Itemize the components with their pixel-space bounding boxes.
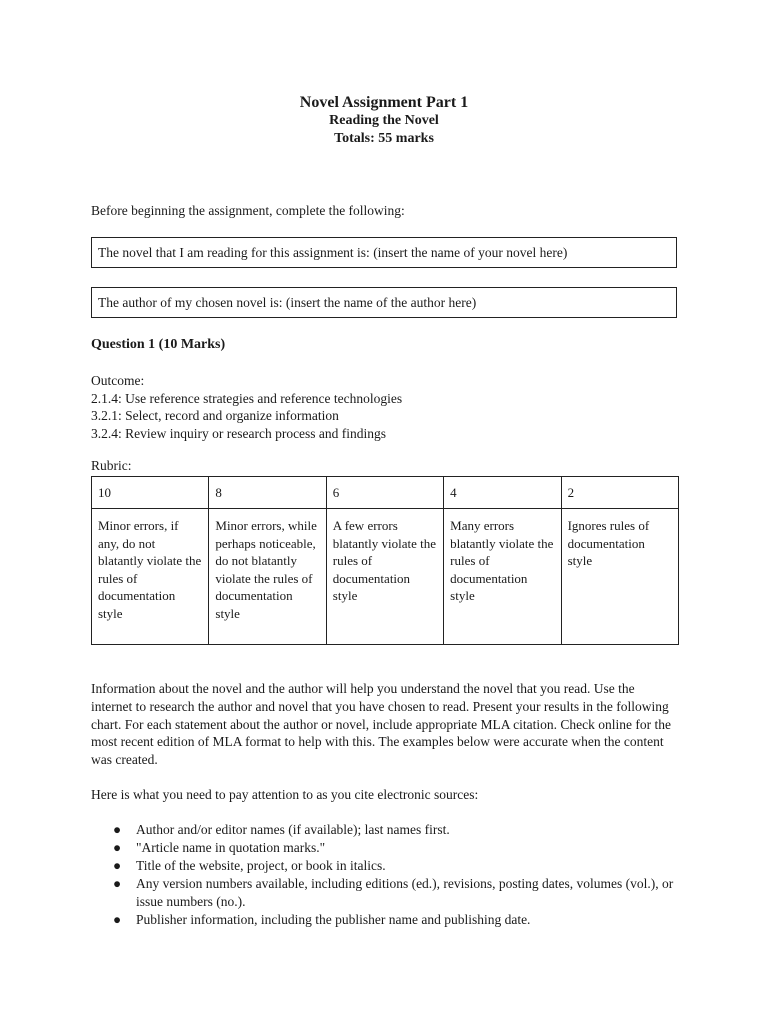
- rubric-score-cell: 6: [326, 477, 443, 509]
- rubric-score-cell: 10: [92, 477, 209, 509]
- rubric-score-cell: 4: [444, 477, 561, 509]
- rubric-description-cell: Minor errors, while perhaps noticeable, do not blatantly violate the rules of documentation style: [209, 509, 326, 645]
- list-item-text: "Article name in quotation marks.": [136, 840, 326, 855]
- info-paragraph: Information about the novel and the author will help you understand the novel that you read. Use the internet to research the author and novel that you have chosen to read. Present your results in the following chart. For each statement about the author or novel, include appropriate MLA citation. Check online for the most recent edition of MLA format to help with this. The examples below were accurate when the content was created.: [91, 681, 671, 768]
- list-item: [91, 857, 677, 875]
- list-item-text: Title of the website, project, or book in italics.: [136, 858, 386, 873]
- citation-checklist: [91, 821, 677, 929]
- bullet-icon: ●: [113, 876, 122, 891]
- rubric-label: Rubric:: [91, 458, 132, 473]
- list-item: [91, 875, 677, 911]
- intro-text: Before beginning the assignment, complete the following:: [91, 203, 405, 218]
- outcome-item: 3.2.4: Review inquiry or research process and findings: [91, 425, 387, 441]
- question-1-heading: Question 1 (10 Marks): [91, 337, 226, 352]
- bullet-icon: ●: [113, 822, 122, 837]
- rubric-description-row: [92, 509, 679, 645]
- rubric-score-cell: 2: [561, 477, 678, 509]
- bullet-icon: ●: [113, 858, 122, 873]
- rubric-table: [91, 476, 679, 645]
- list-item: [91, 911, 677, 929]
- cite-intro: Here is what you need to pay attention to as you cite electronic sources:: [91, 787, 479, 802]
- document-subtitle: Reading the Novel: [329, 113, 439, 128]
- list-item-text: Author and/or editor names (if available); last names first.: [136, 822, 450, 837]
- document-totals: Totals: 55 marks: [334, 131, 434, 146]
- list-item-text: Publisher information, including the publisher name and publishing date.: [136, 912, 531, 927]
- list-item-text: Any version numbers available, including editions (ed.), revisions, posting dates, volumes (vol.), or issue numbers (no.).: [136, 876, 674, 909]
- bullet-icon: ●: [113, 840, 122, 855]
- rubric-description-cell: Many errors blatantly violate the rules of documentation style: [444, 509, 561, 645]
- list-item: [91, 839, 677, 857]
- author-name-box[interactable]: The author of my chosen novel is: (insert the name of the author here): [91, 287, 677, 318]
- novel-name-box[interactable]: The novel that I am reading for this assignment is: (insert the name of your novel here): [91, 237, 677, 268]
- outcome-section: [91, 372, 402, 442]
- document-title: Novel Assignment Part 1: [299, 94, 469, 111]
- rubric-score-cell: 8: [209, 477, 326, 509]
- bullet-icon: ●: [113, 912, 122, 927]
- outcome-item: 3.2.1: Select, record and organize information: [91, 408, 339, 423]
- rubric-description-cell: Minor errors, if any, do not blatantly violate the rules of documentation style: [92, 509, 209, 645]
- rubric-description-cell: A few errors blatantly violate the rules of documentation style: [326, 509, 443, 645]
- rubric-score-row: [92, 477, 679, 509]
- outcome-label: Outcome:: [91, 373, 145, 388]
- list-item: [91, 821, 677, 839]
- outcome-item: 2.1.4: Use reference strategies and reference technologies: [91, 390, 403, 406]
- rubric-description-cell: Ignores rules of documentation style: [561, 509, 678, 645]
